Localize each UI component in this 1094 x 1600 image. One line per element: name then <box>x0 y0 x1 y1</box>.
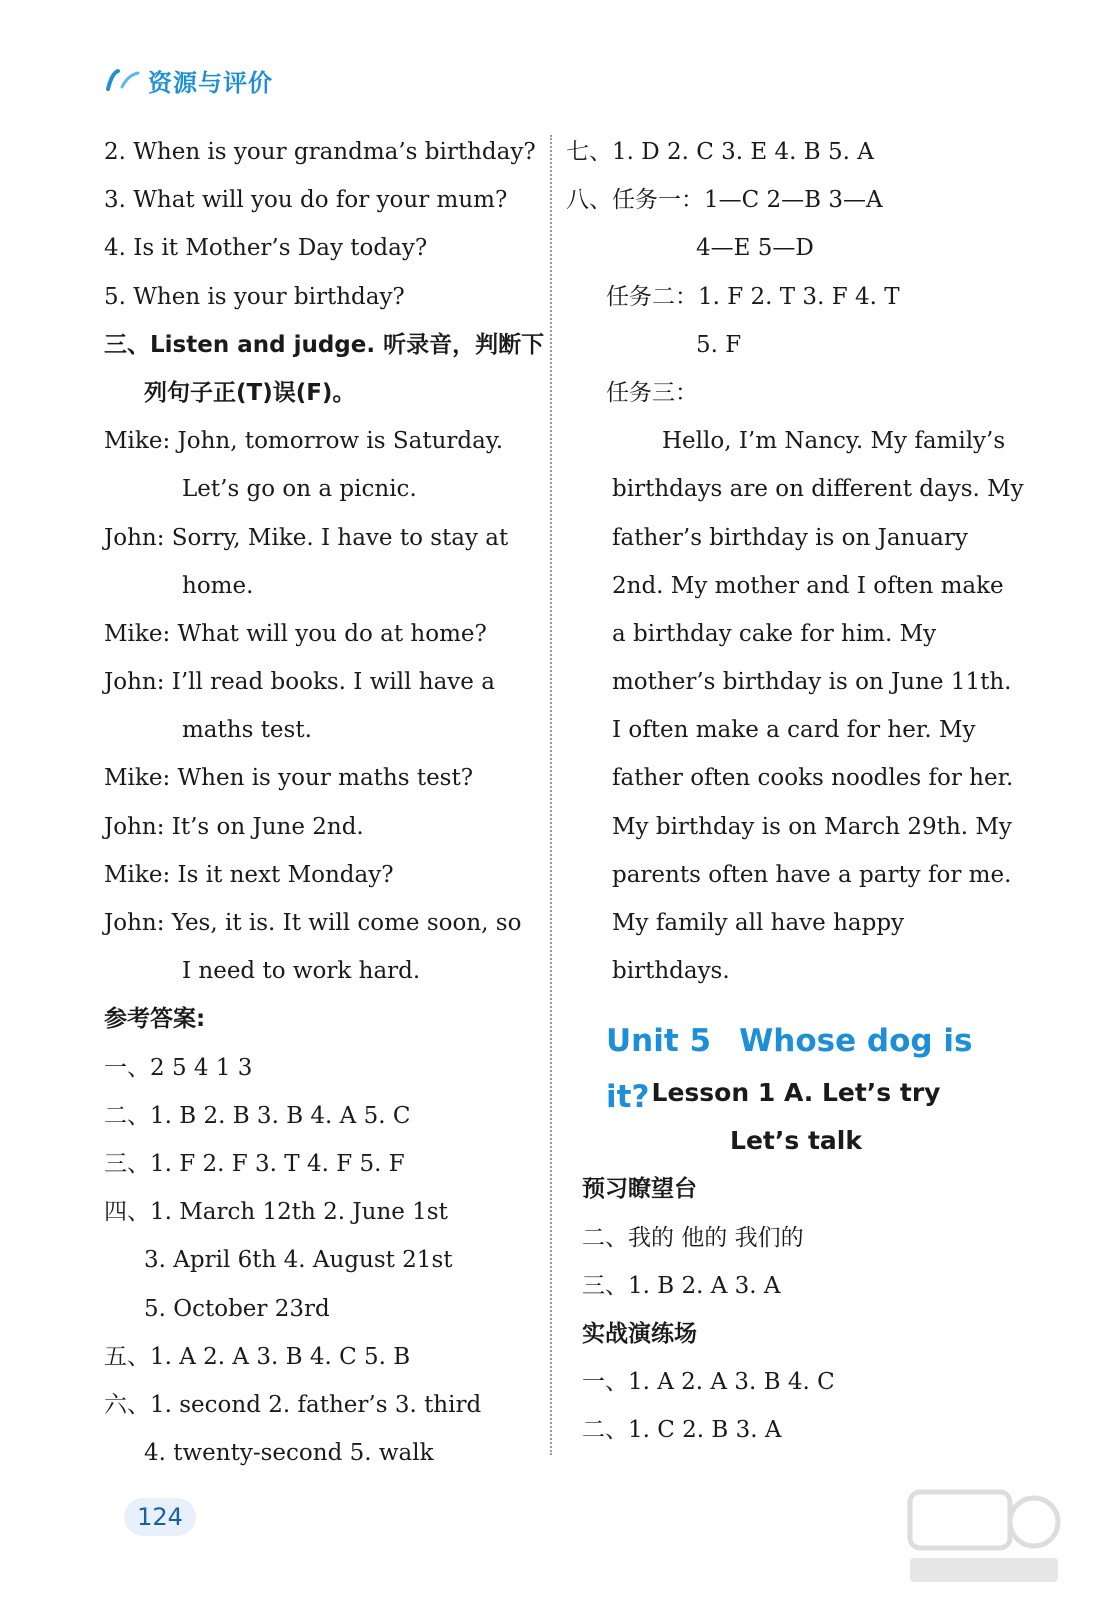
answer-line: 一、2 5 4 1 3 <box>104 1054 253 1081</box>
page-number: 124 <box>124 1498 196 1536</box>
lesson-title: Lesson 1 A. Let’s try <box>651 1078 941 1108</box>
answer-line: 八、任务一：1—C 2—B 3—A <box>566 187 883 214</box>
answer-line: 4. twenty-second 5. walk <box>144 1440 434 1467</box>
section-heading: 列句子正(T)误(F)。 <box>144 379 356 406</box>
left-column <box>104 128 544 1477</box>
answer-line: 四、1. March 12th 2. June 1st <box>104 1199 448 1226</box>
section-heading: 三、Listen and judge. 听录音，判断下 <box>104 331 545 358</box>
passage-line: mother’s birthday is on June 11th. <box>612 669 1012 696</box>
unit-label: Unit 5 <box>606 1023 712 1060</box>
answer-line: 三、1. B 2. A 3. A <box>582 1272 781 1299</box>
passage-line: father’s birthday is on January <box>612 524 968 551</box>
passage-line: a birthday cake for him. My <box>612 620 937 647</box>
dialogue-line: John: Sorry, Mike. I have to stay at <box>104 524 509 551</box>
text-line: 4. Is it Mother’s Day today? <box>104 235 428 262</box>
text-line: 2. When is your grandma’s birthday? <box>104 139 536 165</box>
answer-line: 五、1. A 2. A 3. B 4. C 5. B <box>104 1343 411 1370</box>
dialogue-line: Let’s go on a picnic. <box>182 476 417 503</box>
passage-line: My family all have happy <box>612 910 905 936</box>
dialogue-line: Mike: Is it next Monday? <box>104 861 394 888</box>
passage-line: Hello, I’m Nancy. My family’s <box>662 428 1006 455</box>
answer-line: 三、1. F 2. F 3. T 4. F 5. F <box>104 1150 405 1177</box>
passage-line: birthdays. <box>612 958 730 985</box>
passage-line: father often cooks noodles for her. <box>612 765 1014 792</box>
answer-line: 二、1. C 2. B 3. A <box>582 1417 782 1444</box>
brush-stroke-icon <box>104 65 144 95</box>
watermark-logo-icon <box>904 1482 1064 1592</box>
dialogue-line: Mike: John, tomorrow is Saturday. <box>104 428 504 455</box>
passage-line: birthdays are on different days. My <box>612 476 1024 503</box>
answer-line: 5. October 23rd <box>144 1295 330 1322</box>
answer-line: 七、1. D 2. C 3. E 4. B 5. A <box>566 139 874 165</box>
answer-line: 4—E 5—D <box>696 235 814 262</box>
dialogue-line: Mike: What will you do at home? <box>104 620 487 647</box>
text-line: 5. When is your birthday? <box>104 283 405 310</box>
answer-line: 任务二：1. F 2. T 3. F 4. T <box>606 283 900 310</box>
dialogue-line: John: I’ll read books. I will have a <box>104 669 495 696</box>
dialogue-line: home. <box>182 572 254 599</box>
right-column <box>566 128 1024 1455</box>
dialogue-line: maths test. <box>182 717 312 744</box>
section-heading: 实战演练场 <box>582 1320 697 1347</box>
answer-line: 六、1. second 2. father’s 3. third <box>104 1391 482 1418</box>
answer-line: 一、1. A 2. A 3. B 4. C <box>582 1369 835 1396</box>
header-title: 资源与评价 <box>148 68 273 97</box>
dialogue-line: I need to work hard. <box>182 958 421 985</box>
page-header <box>104 60 273 100</box>
answers-heading: 参考答案: <box>104 1006 206 1033</box>
answer-line: 二、1. B 2. B 3. B 4. A 5. C <box>104 1102 411 1129</box>
answer-line: 3. April 6th 4. August 21st <box>144 1247 453 1274</box>
passage-line: 2nd. My mother and I often make <box>612 572 1004 599</box>
passage-line: parents often have a party for me. <box>612 861 1012 888</box>
dialogue-line: Mike: When is your maths test? <box>104 765 474 792</box>
passage-line: I often make a card for her. My <box>612 717 976 744</box>
unit-name: Whose dog is it? <box>606 1023 973 1116</box>
lesson-subtitle: Let’s talk <box>730 1126 862 1156</box>
answer-line: 任务三： <box>606 379 698 406</box>
section-heading: 预习瞭望台 <box>582 1176 697 1203</box>
passage-line: My birthday is on March 29th. My <box>612 813 1012 840</box>
column-divider <box>550 135 552 1455</box>
answer-line: 5. F <box>696 331 742 358</box>
dialogue-line: John: Yes, it is. It will come soon, so <box>104 910 522 936</box>
dialogue-line: John: It’s on June 2nd. <box>104 813 364 840</box>
text-line: 3. What will you do for your mum? <box>104 187 508 214</box>
answer-line: 二、我的 他的 我们的 <box>582 1224 804 1251</box>
